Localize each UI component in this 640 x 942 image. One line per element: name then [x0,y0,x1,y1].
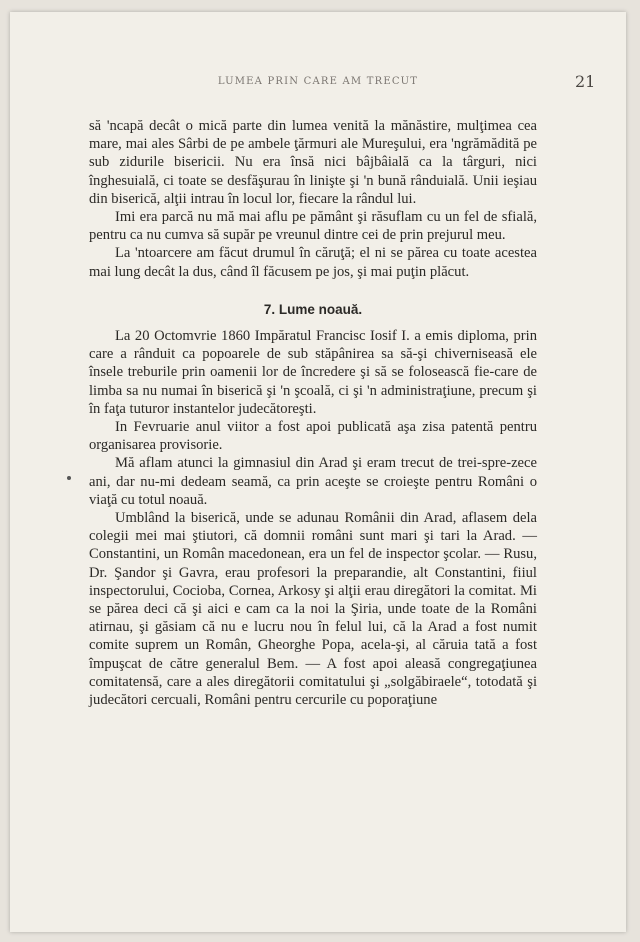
body-text [89,117,537,709]
margin-mark [67,476,71,480]
page-number: 21 [575,72,596,91]
section-heading: 7. Lume noauă. [263,301,363,317]
paragraph-continuation: să 'ncapă decât o mică parte din lumea venită la mănăstire, mulţimea cea mare, mai ales Sârbi de pe ambele ţărmuri ale Mureşului, era 'ngrămădită pe sub zidurile bisericii. Nu era însă nici bâjbâială ca la târguri, nici înghesuială, ci toate se desfăşurau în linişte şi 'n bună rânduială. Unii ieşiau din biserică, alţii intrau în locul lor, fiecare la rândul lui. [89,118,537,207]
paragraph: Umblând la biserică, unde se adunau Românii din Arad, aflasem dela colegii mei mai ştiutori, că domnii români sunt mari şi tari la Arad. — Constantini, un Român macedonean, era un fel de inspector şcolar. — Rusu, Dr. Şandor şi Gavra, erau profesori la preparandie, alt Constantini, fiiul inspectorului, Cocioba, Cornea, Arkosy şi alţii erau diregători la comitat. Mi se părea deci că şi aici e cam ca la noi la Şiria, unde toate de la Români atirnau, şi găsiam că nu e lucru nou în felul lui, că la Arad a fost numit comite suprem un Român, Gheorghe Popa, acela-şi, al căruia tată a fost împuşcat de către generalul Bem. — A fost apoi aleasă congregaţiunea comitatensă, care a ales diregătorii comitatului şi „solgăbiraele“, totodată şi judecători cercuali, Români pentru cercurile cu poporaţiune [89,510,537,709]
paragraph: La 20 Octomvrie 1860 Impăratul Francisc Iosif I. a emis diploma, prin care a rânduit ca popoarele de sub stăpânirea sa să-şi chiverniseasă ele însele treburile prin oamenii lor de încredere şi să se folosească fie-care de limba sa nu numai în biserică şi 'n şcoală, ci şi 'n administraţiune, precum şi în faţa tuturor instantelor judecătoreşti. [89,328,537,417]
running-title: LUMEA PRIN CARE AM TRECUT [217,76,419,87]
paragraph: Imi era parcă nu mă mai aflu pe pământ şi răsuflam cu un fel de sfială, pentru ca nu cumva să supăr pe vreunul dintre cei de prin prejurul meu. [89,209,537,244]
book-page [10,12,626,932]
paragraph: In Fevruarie anul viitor a fost apoi publicată aşa zisa patentă pentru organisarea provisorie. [89,419,537,454]
paragraph: La 'ntoarcere am făcut drumul în căruţă; el ni se părea cu toate acestea mai lung decât la dus, când îl făcusem pe jos, şi mai puţin plăcut. [89,245,537,280]
paragraph: Mă aflam atunci la gimnasiul din Arad şi eram trecut de trei-spre-zece ani, dar nu-mi dedeam seamă, ca prin aceşte se croieşte pentru Români o viaţă cu totul noauă. [89,455,537,508]
